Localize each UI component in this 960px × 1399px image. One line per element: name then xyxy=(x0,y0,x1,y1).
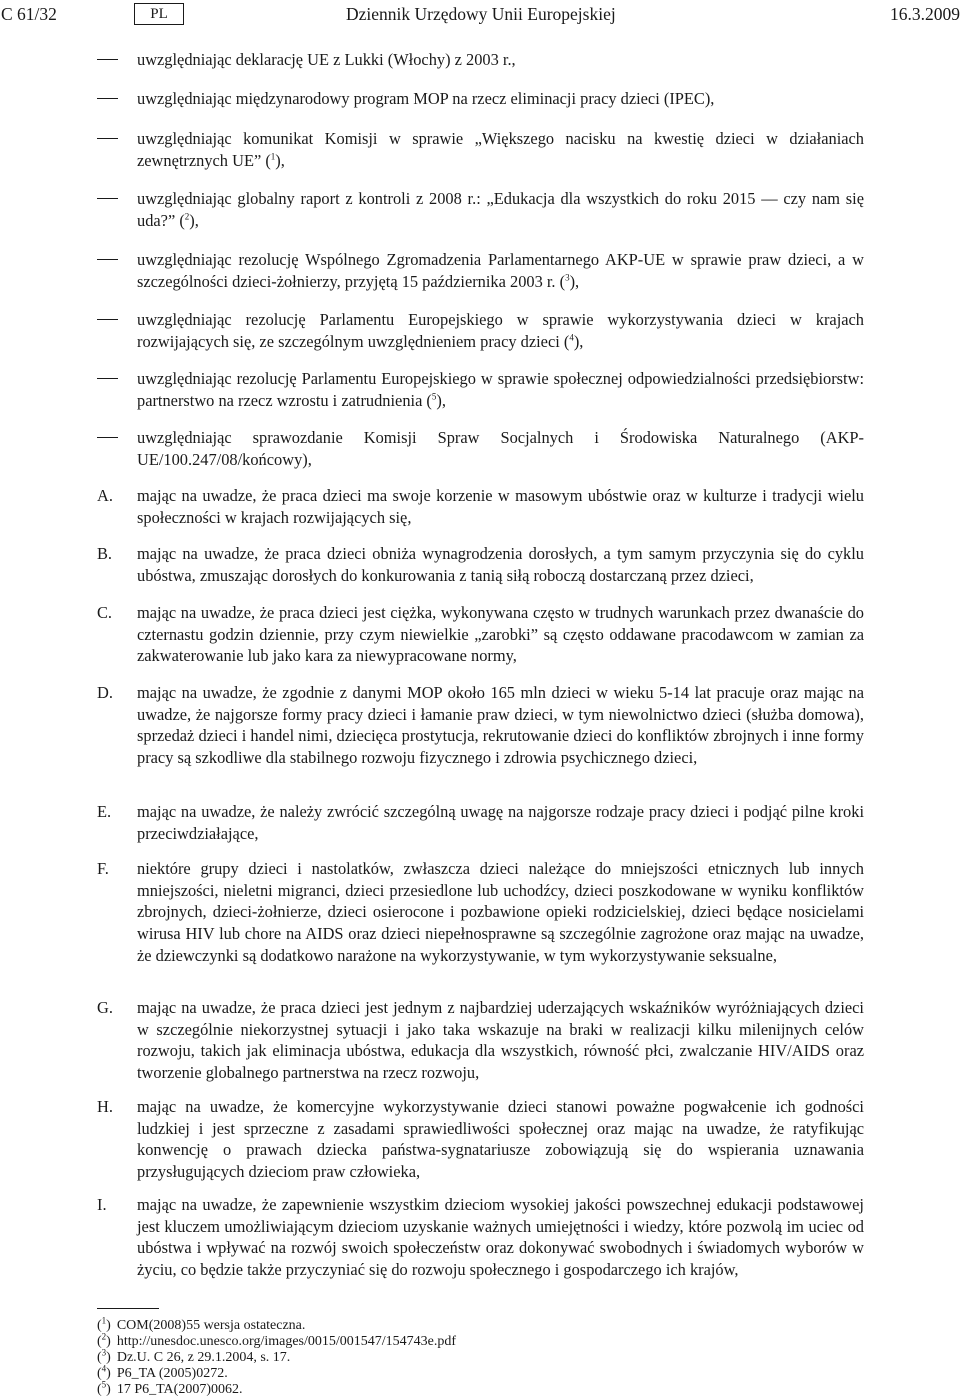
recital-label: A. xyxy=(97,486,113,505)
recital-text: mając na uwadze, że praca dzieci obniża wynagrodzenia dorosłych, a tym samym przyczynia się do cyklu ubóstwa, zmuszając dorosłych do konkurowania z tanią siłą roboczą dostarczaną przez dzieci, xyxy=(137,544,864,585)
consideration-text: uwzględniając sprawozdanie Komisji Spraw Socjalnych i Środowiska Naturalnego (AKP-UE/100.247/08/końcowy), xyxy=(137,428,864,469)
footnote-text: http://unesdoc.unesco.org/images/0015/001547/154743e.pdf xyxy=(116,1334,457,1349)
consideration-text: uwzględniając komunikat Komisji w sprawie „Większego nacisku na kwestię dzieci w działaniach zewnętrznych UE” ($^1$), xyxy=(137,129,864,170)
recital-text: mając na uwadze, że praca dzieci jest ciężka, wykonywana często w trudnych warunkach przez dwanaście do czternastu godzin dziennie, przy czym niewielkie „zarobki” są często oddawane pracodawcom w zamian za zakwaterowanie lub jako kara za niewypracowane normy, xyxy=(137,603,864,666)
footnote-text: COM(2008)55 wersja ostateczna. xyxy=(116,1318,306,1333)
footnote: ($^3$) Dz.U. C 26, z 29.1.2004, s. 17. xyxy=(97,1347,291,1365)
dash-marker xyxy=(97,98,118,99)
footnote-text: P6_TA (2005)0272. xyxy=(116,1366,228,1381)
recital-label: F. xyxy=(97,859,109,878)
recital-text: mając na uwadze, że praca dzieci ma swoje korzenie w masowym ubóstwie oraz w kulturze i tradycji wielu społeczności w krajach rozwijających się, xyxy=(137,486,864,527)
dash-marker xyxy=(97,198,118,199)
dash-marker xyxy=(97,59,118,60)
page-header xyxy=(0,3,960,27)
footnote-text: Dz.U. C 26, z 29.1.2004, s. 17. xyxy=(116,1350,291,1365)
footnote-ref: 4 xyxy=(569,332,574,343)
recital-label: G. xyxy=(97,998,113,1017)
consideration-text: uwzględniając międzynarodowy program MOP na rzecz eliminacji pracy dzieci (IPEC), xyxy=(137,89,715,108)
publication-date: 16.3.2009 xyxy=(890,4,960,24)
consideration-text: uwzględniając deklarację UE z Lukki (Włochy) z 2003 r., xyxy=(137,50,516,69)
footnote: ($^5$) 17 P6_TA(2007)0062. xyxy=(97,1379,243,1397)
recital-label: H. xyxy=(97,1097,113,1116)
footnote-ref: 3 xyxy=(565,272,570,283)
footnote-ref: 2 xyxy=(184,211,190,222)
footnote: ($^1$) COM(2008)55 wersja ostateczna. xyxy=(97,1315,306,1333)
recital-label: E. xyxy=(97,802,112,821)
dash-marker xyxy=(97,138,118,139)
dash-marker xyxy=(97,378,118,379)
footnote-separator xyxy=(97,1308,159,1309)
consideration-text: uwzględniając rezolucję Parlamentu Europejskiego w sprawie wykorzystywania dzieci w krajach rozwijających się, ze szczególnym uwzględnieniem pracy dzieci ($^4$), xyxy=(137,310,864,351)
recital-text: mając na uwadze, że praca dzieci jest jednym z najbardziej uderzających wskaźników wyróżniających dzieci w szczególnie niekorzystnej sytuacji i jako taka wskazuje na braki w realizacji kilku milenijnych celów rozwoju, takich jak eliminacja ubóstwa, edukacja dla wszystkich, równość płci, zwalczanie HIV/AIDS oraz tworzenie globalnego partnerstwa na rzecz rozwoju, xyxy=(137,998,864,1083)
recital-text: mając na uwadze, że zapewnienie wszystkim dzieciom wysokiej jakości powszechnej edukacji podstawowej jest kluczem umożliwiającym dzieciom uzyskanie ważnych umiejętności i wiedzy, które pozwolą im uciec od ubóstwa i wpływać na rozwój swoich społeczeństw oraz dokonywać swobodnych i świadomych wyborów w życiu, co będzie także przyczyniać się do rozwoju społecznego i gospodarczego ich krajów, xyxy=(137,1195,864,1280)
recital-label: C. xyxy=(97,603,113,622)
dash-marker xyxy=(97,437,118,438)
recital-text: mając na uwadze, że należy zwrócić szczególną uwagę na najgorsze rodzaje pracy dzieci i podjąć pilne kroki przeciwdziałające, xyxy=(137,802,864,843)
dash-marker xyxy=(97,319,118,320)
consideration-text: uwzględniając rezolucję Wspólnego Zgromadzenia Parlamentarnego AKP-UE w sprawie praw dzieci, a w szczególności dzieci-żołnierzy, przyjętą 15 października 2003 r. ($^3$), xyxy=(137,250,864,291)
footnote: ($^2$) http://unesdoc.unesco.org/images/0015/001547/154743e.pdf xyxy=(97,1331,457,1349)
footnote-ref: 5 xyxy=(431,391,437,402)
footnote-ref: 1 xyxy=(270,151,276,162)
recital-label: I. xyxy=(97,1195,107,1214)
footnote: ($^4$) P6_TA (2005)0272. xyxy=(97,1363,228,1381)
recital-text: mając na uwadze, że zgodnie z danymi MOP około 165 mln dzieci w wieku 5-14 lat pracuje oraz mając na uwadze, że najgorsze formy pracy dzieci i łamanie praw dzieci, w tym niewolnictwo dzieci (służba domowa), sprzedaż dzieci i handel nimi, dziecięca prostytucja, rekrutowanie dzieci do konfliktów zbrojnych i inne formy pracy są szkodliwe dla stabilnego rozwoju fizycznego i zdrowia psychicznego dzieci, xyxy=(137,683,864,768)
language-badge: PL xyxy=(134,3,184,25)
recital-text: mając na uwadze, że komercyjne wykorzystywanie dzieci stanowi poważne pogwałcenie ich godności ludzkiej i jest sprzeczne z zasadami sprawiedliwości społecznej oraz mając na uwadze, że ratyfikując konwencję o prawach dziecka państwa-sygnatariusze zobowiązują się do wspierania uznawania przysługujących dzieciom praw człowieka, xyxy=(137,1097,864,1182)
journal-title: Dziennik Urzędowy Unii Europejskiej xyxy=(346,4,616,24)
recital-label: D. xyxy=(97,683,113,702)
recital-label: B. xyxy=(97,544,113,563)
footnote-text: 17 P6_TA(2007)0062. xyxy=(116,1382,243,1397)
dash-marker xyxy=(97,259,118,260)
recital-text: niektóre grupy dzieci i nastolatków, zwłaszcza dzieci należące do mniejszości etnicznych lub innych mniejszości, nieletni migranci, dzieci przesiedlone lub uchodźcy, dzieci poszkodowane w wyniku konfliktów zbrojnych, dzieci-żołnierze, dzieci osierocone i pozbawione opieki rodzicielskiej, dzieci będące nosicielami wirusa HIV lub chore na AIDS oraz dzieci niepełnosprawne są szczególnie zagrożone oraz mając na uwadze, że dziewczynki są dodatkowo narażone na wykorzystywanie, w tym wykorzystywanie seksualne, xyxy=(137,859,864,965)
consideration-text: uwzględniając globalny raport z kontroli z 2008 r.: „Edukacja dla wszystkich do roku 2015 — czy nam się uda?” ($^2$), xyxy=(137,189,864,230)
consideration-text: uwzględniając rezolucję Parlamentu Europejskiego w sprawie społecznej odpowiedzialności przedsiębiorstw: partnerstwo na rzecz wzrostu i zatrudnienia ($^5$), xyxy=(137,369,864,410)
page-reference: C 61/32 xyxy=(1,4,57,24)
